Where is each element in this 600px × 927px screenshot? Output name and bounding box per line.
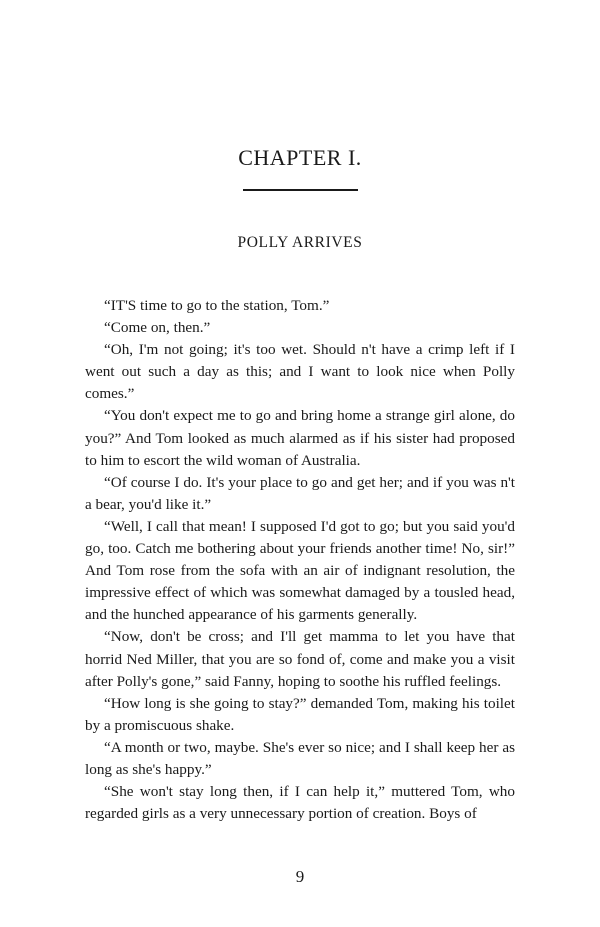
paragraph: “She won't stay long then, if I can help it,” muttered Tom, who regarded girls as a very unnecessary portion of creation. Boys of: [85, 783, 515, 823]
chapter-subtitle: POLLY ARRIVES: [237, 234, 363, 251]
paragraph: “Well, I call that mean! I supposed I'd got to go; but you said you'd go, too. Catch me bothering about your friends another time! No, sir!” And Tom rose from the sofa with an air of indignant resolution, the impressive effect of which was somewhat damaged by a tousled head, and the hunched appearance of his garments generally.: [85, 517, 515, 624]
chapter-body: [85, 295, 515, 825]
paragraph: “Now, don't be cross; and I'll get mamma to let you have that horrid Ned Miller, that you are so fond of, come and make you a visit after Polly's gone,” said Fanny, hoping to soothe his ruffled feelings.: [85, 628, 515, 690]
paragraph: “IT'S time to go to the station, Tom.”: [104, 297, 330, 314]
chapter-divider: [243, 189, 358, 191]
paragraph: “You don't expect me to go and bring home a strange girl alone, do you?” And Tom looked as much alarmed as if his sister had proposed to him to escort the wild woman of Australia.: [85, 407, 515, 469]
paragraph: “Of course I do. It's your place to go and get her; and if you was n't a bear, you'd like it.”: [85, 473, 515, 513]
paragraph: “A month or two, maybe. She's ever so nice; and I shall keep her as long as she's happy.”: [85, 738, 515, 778]
paragraph: “How long is she going to stay?” demanded Tom, making his toilet by a promiscuous shake.: [85, 694, 515, 734]
chapter-title: CHAPTER I.: [238, 145, 362, 170]
paragraph: “Oh, I'm not going; it's too wet. Should n't have a crimp left if I went out such a day as this; and I want to look nice when Polly comes.”: [85, 341, 515, 403]
paragraph: “Come on, then.”: [104, 319, 211, 337]
page-number: 9: [295, 867, 305, 886]
